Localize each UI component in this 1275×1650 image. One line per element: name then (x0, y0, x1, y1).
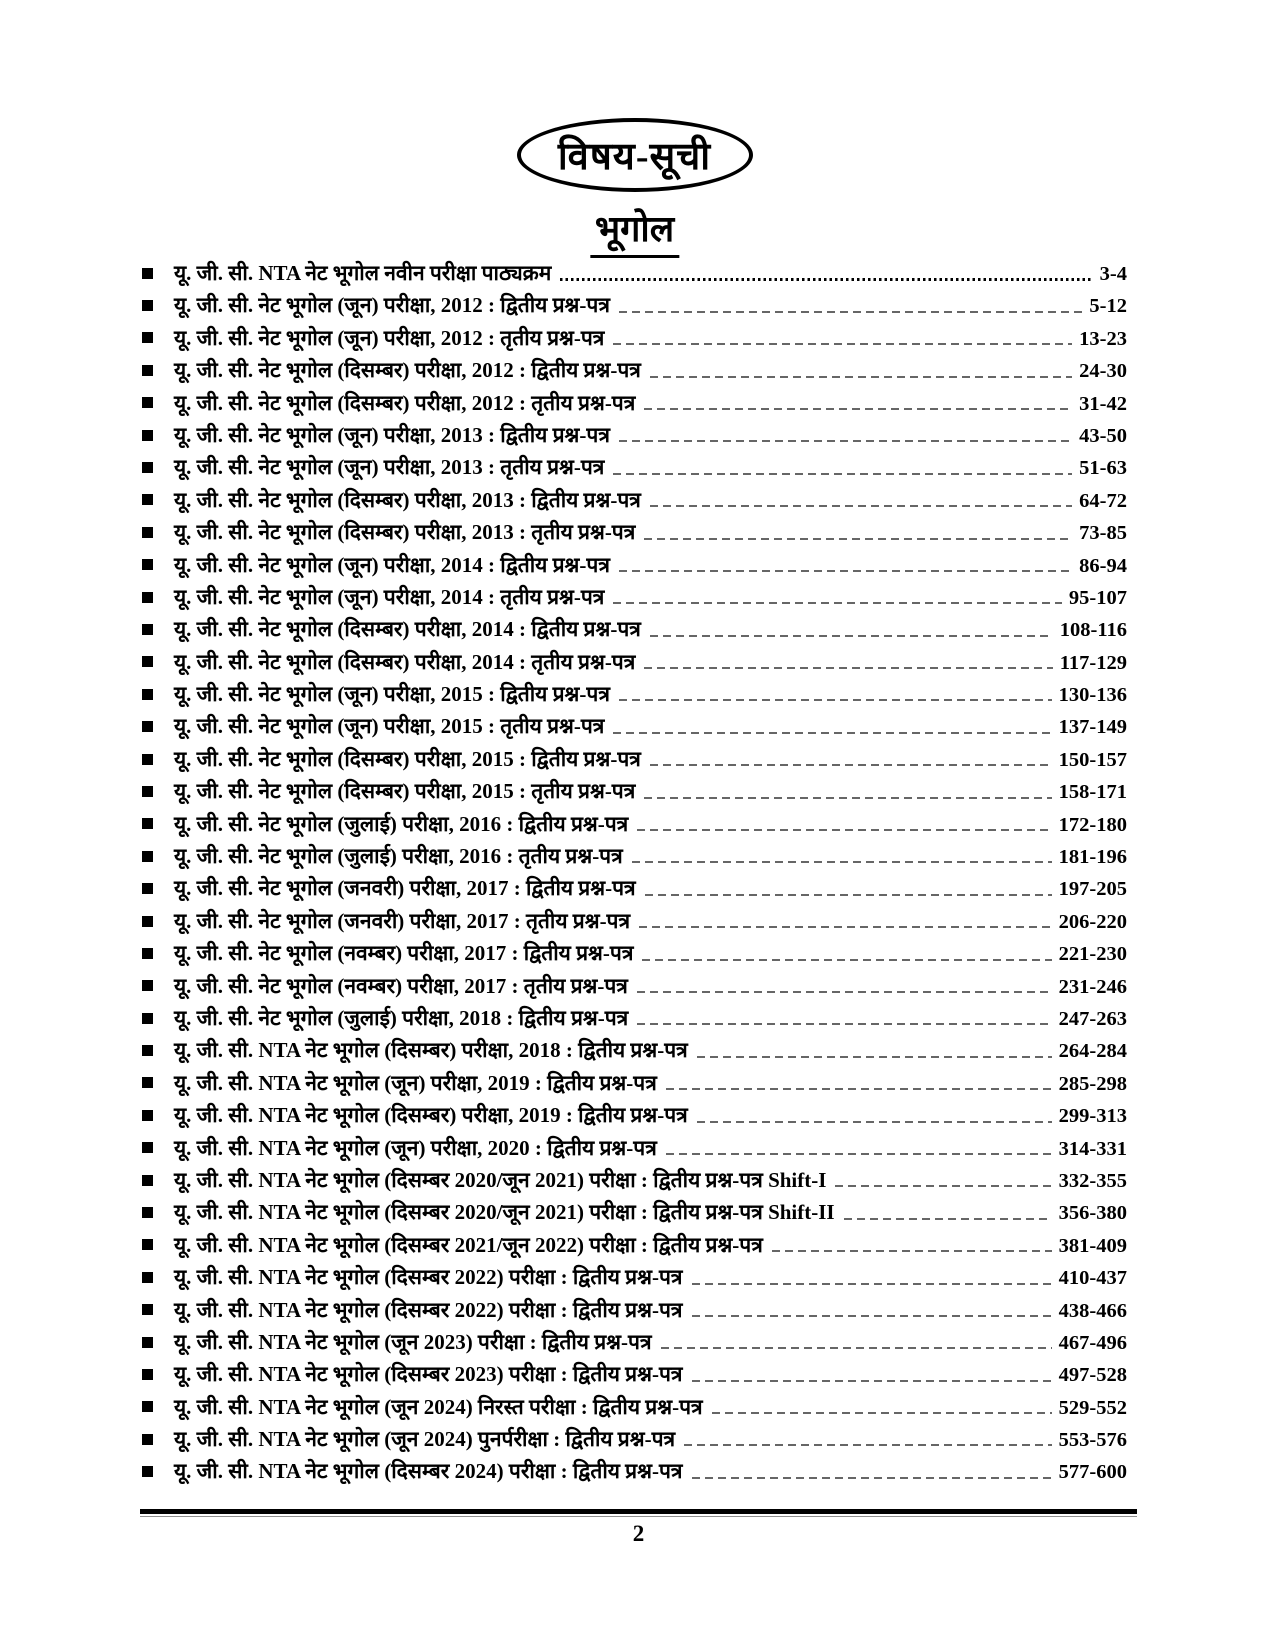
bullet-square-icon (142, 1207, 153, 1218)
toc-entry (142, 743, 1127, 775)
toc-entry-pages: 264-284 (1058, 1040, 1127, 1063)
toc-entry (142, 1034, 1127, 1066)
toc-entry-title: यू. जी. सी. NTA नेट भूगोल (जून 2023) परीक्षा : द्वितीय प्रश्न-पत्र (174, 1329, 652, 1354)
toc-entry (142, 872, 1127, 904)
toc-entry-title: यू. जी. सी. NTA नेट भूगोल नवीन परीक्षा पाठ्यक्रम (174, 261, 552, 285)
bullet-square-icon (142, 1142, 153, 1153)
bullet-square-icon (142, 592, 153, 603)
toc-entry-title: यू. जी. सी. NTA नेट भूगोल (दिसम्बर 2020/जून 2021) परीक्षा : द्वितीय प्रश्न-पत्र Shift-I (174, 1167, 827, 1192)
bullet-square-icon (142, 1369, 153, 1380)
toc-leader-line (661, 1347, 1052, 1349)
toc-leader-line (650, 635, 1053, 637)
toc-entry-title: यू. जी. सी. NTA नेट भूगोल (दिसम्बर) परीक्षा, 2019 : द्वितीय प्रश्न-पत्र (174, 1103, 688, 1128)
toc-entry-pages: 467-496 (1058, 1331, 1127, 1354)
toc-entry-pages: 206-220 (1058, 910, 1127, 933)
toc-badge-title: विषय-सूची (557, 136, 712, 178)
toc-entry-title: यू. जी. सी. NTA नेट भूगोल (जून 2024) पुनर्परीक्षा : द्वितीय प्रश्न-पत्र (174, 1427, 676, 1452)
bullet-square-icon (142, 786, 153, 797)
toc-leader-line (613, 602, 1062, 604)
toc-entry (142, 646, 1127, 678)
toc-entry (142, 1099, 1127, 1131)
toc-entry-pages: 314-331 (1058, 1137, 1127, 1160)
toc-entry-title: यू. जी. सी. NTA नेट भूगोल (जून) परीक्षा, 2019 : द्वितीय प्रश्न-पत्र (174, 1070, 657, 1095)
toc-entry (142, 1261, 1127, 1293)
toc-leader-line (835, 1185, 1051, 1187)
toc-entry-pages: 221-230 (1058, 943, 1127, 966)
toc-entry-pages: 381-409 (1058, 1234, 1127, 1257)
toc-entry-pages: 356-380 (1058, 1202, 1127, 1225)
toc-entry (142, 289, 1127, 321)
toc-entry (142, 322, 1127, 354)
footer-rule-thick (140, 1509, 1137, 1514)
toc-entry-pages: 64-72 (1079, 489, 1127, 512)
page-number: 2 (632, 1521, 645, 1546)
toc-entry (142, 1002, 1127, 1034)
bullet-square-icon (142, 1434, 153, 1445)
toc-entry (142, 1294, 1127, 1326)
toc-leader-line (645, 894, 1052, 896)
toc-leader-line (644, 408, 1072, 410)
toc-entry-pages: 231-246 (1058, 975, 1127, 998)
toc-entry-title: यू. जी. सी. NTA नेट भूगोल (दिसम्बर 2022) परीक्षा : द्वितीय प्रश्न-पत्र (174, 1297, 683, 1322)
toc-entry-title: यू. जी. सी. NTA नेट भूगोल (दिसम्बर 2022) परीक्षा : द्वितीय प्रश्न-पत्र (174, 1265, 683, 1290)
toc-entry-title: यू. जी. सी. नेट भूगोल (जनवरी) परीक्षा, 2017 : तृतीय प्रश्न-पत्र (174, 908, 631, 933)
toc-entry (142, 1358, 1127, 1390)
toc-leader-line (697, 1056, 1052, 1058)
toc-entry (142, 710, 1127, 742)
toc-leader-line (692, 1315, 1052, 1317)
bullet-square-icon (142, 1175, 153, 1186)
bullet-square-icon (142, 1272, 153, 1283)
bullet-square-icon (142, 332, 153, 343)
toc-entry-pages: 86-94 (1079, 554, 1127, 577)
toc-leader-line (684, 1444, 1052, 1446)
toc-leader-line (692, 1283, 1052, 1285)
toc-entry-pages: 31-42 (1079, 392, 1127, 415)
bullet-square-icon (142, 1304, 153, 1315)
bullet-square-icon (142, 397, 153, 408)
toc-leader-line (637, 991, 1052, 993)
toc-entry-title: यू. जी. सी. NTA नेट भूगोल (दिसम्बर 2023) परीक्षा : द्वितीय प्रश्न-पत्र (174, 1362, 683, 1387)
toc-entry (142, 1196, 1127, 1228)
bullet-square-icon (142, 656, 153, 667)
toc-entry-title: यू. जी. सी. नेट भूगोल (जून) परीक्षा, 2015 : तृतीय प्रश्न-पत्र (174, 714, 605, 739)
toc-leader-line (642, 959, 1051, 961)
toc-entry-title: यू. जी. सी. नेट भूगोल (जून) परीक्षा, 2012 : तृतीय प्रश्न-पत्र (174, 325, 605, 350)
bullet-square-icon (142, 462, 153, 473)
toc-entry (142, 257, 1127, 289)
toc-entry-pages: 95-107 (1068, 586, 1127, 609)
toc-leader-line (650, 376, 1072, 378)
toc-entry-title: यू. जी. सी. नेट भूगोल (जून) परीक्षा, 2014 : द्वितीय प्रश्न-पत्र (174, 552, 610, 577)
toc-entry-title: यू. जी. सी. नेट भूगोल (दिसम्बर) परीक्षा, 2015 : तृतीय प्रश्न-पत्र (174, 779, 636, 804)
toc-entry (142, 840, 1127, 872)
bullet-square-icon (142, 559, 153, 570)
toc-entry (142, 484, 1127, 516)
toc-entry-pages: 3-4 (1099, 263, 1127, 285)
toc-leader-line (613, 343, 1072, 345)
toc-entry-title: यू. जी. सी. नेट भूगोल (जुलाई) परीक्षा, 2018 : द्वितीय प्रश्न-पत्र (174, 1005, 629, 1030)
bullet-square-icon (142, 494, 153, 505)
toc-entry-title: यू. जी. सी. NTA नेट भूगोल (जून) परीक्षा, 2020 : द्वितीय प्रश्न-पत्र (174, 1135, 657, 1160)
toc-entry-pages: 51-63 (1079, 457, 1127, 480)
toc-list (142, 257, 1127, 1488)
toc-entry (142, 581, 1127, 613)
toc-entry (142, 354, 1127, 386)
toc-entry-pages: 438-466 (1058, 1299, 1127, 1322)
bullet-square-icon (142, 300, 153, 311)
toc-entry-title: यू. जी. सी. नेट भूगोल (दिसम्बर) परीक्षा, 2013 : तृतीय प्रश्न-पत्र (174, 520, 636, 545)
toc-entry-pages: 332-355 (1058, 1169, 1127, 1192)
toc-entry-title: यू. जी. सी. नेट भूगोल (दिसम्बर) परीक्षा, 2012 : द्वितीय प्रश्न-पत्र (174, 358, 641, 383)
toc-entry-pages: 43-50 (1079, 424, 1127, 447)
toc-leader-line (619, 699, 1052, 701)
toc-entry-title: यू. जी. सी. NTA नेट भूगोल (जून 2024) निरस्त परीक्षा : द्वितीय प्रश्न-पत्र (174, 1394, 703, 1419)
toc-entry-pages: 181-196 (1058, 846, 1127, 869)
toc-leader-line (637, 1023, 1051, 1025)
bullet-square-icon (142, 1239, 153, 1250)
toc-entry (142, 1132, 1127, 1164)
toc-leader-line (637, 829, 1051, 831)
bullet-square-icon (142, 1337, 153, 1348)
toc-entry-pages: 73-85 (1079, 522, 1127, 545)
bullet-square-icon (142, 1077, 153, 1088)
toc-entry (142, 1455, 1127, 1487)
toc-entry-title: यू. जी. सी. नेट भूगोल (जुलाई) परीक्षा, 2016 : तृतीय प्रश्न-पत्र (174, 844, 623, 869)
toc-entry (142, 1067, 1127, 1099)
bullet-square-icon (142, 268, 153, 279)
toc-leader-line (639, 926, 1052, 928)
toc-entry (142, 1423, 1127, 1455)
bullet-square-icon (142, 1013, 153, 1024)
toc-entry-title: यू. जी. सी. नेट भूगोल (दिसम्बर) परीक्षा, 2015 : द्वितीय प्रश्न-पत्र (174, 746, 641, 771)
toc-entry-pages: 247-263 (1058, 1007, 1127, 1030)
bullet-square-icon (142, 851, 153, 862)
toc-leader-line (692, 1477, 1052, 1479)
bullet-square-icon (142, 721, 153, 732)
toc-entry (142, 678, 1127, 710)
toc-leader-line (772, 1250, 1052, 1252)
toc-entry-pages: 150-157 (1058, 748, 1127, 771)
toc-entry (142, 613, 1127, 645)
toc-entry (142, 775, 1127, 807)
toc-entry-title: यू. जी. सी. NTA नेट भूगोल (दिसम्बर 2024) परीक्षा : द्वितीय प्रश्न-पत्र (174, 1459, 683, 1484)
toc-entry-pages: 5-12 (1089, 295, 1127, 318)
toc-entry-pages: 137-149 (1058, 716, 1127, 739)
toc-leader-line (619, 440, 1072, 442)
toc-entry-title: यू. जी. सी. नेट भूगोल (दिसम्बर) परीक्षा, 2014 : द्वितीय प्रश्न-पत्र (174, 617, 641, 642)
toc-entry-title: यू. जी. सी. NTA नेट भूगोल (दिसम्बर 2021/जून 2022) परीक्षा : द्वितीय प्रश्न-पत्र (174, 1232, 763, 1257)
toc-leader-line (619, 311, 1083, 313)
toc-entry-pages: 197-205 (1058, 878, 1127, 901)
bullet-square-icon (142, 1466, 153, 1477)
bullet-square-icon (142, 1401, 153, 1412)
toc-entry (142, 937, 1127, 969)
toc-leader-line (644, 538, 1072, 540)
toc-entry-title: यू. जी. सी. नेट भूगोल (नवम्बर) परीक्षा, 2017 : द्वितीय प्रश्न-पत्र (174, 941, 634, 966)
bullet-square-icon (142, 365, 153, 376)
toc-entry-title: यू. जी. सी. नेट भूगोल (जुलाई) परीक्षा, 2016 : द्वितीय प्रश्न-पत्र (174, 811, 629, 836)
toc-entry-pages: 497-528 (1058, 1364, 1127, 1387)
toc-entry-pages: 24-30 (1079, 360, 1127, 383)
toc-entry-pages: 13-23 (1079, 327, 1127, 350)
bullet-square-icon (142, 754, 153, 765)
toc-leader-line (692, 1380, 1052, 1382)
toc-leader-line (697, 1121, 1052, 1123)
toc-entry-title: यू. जी. सी. नेट भूगोल (जून) परीक्षा, 2014 : तृतीय प्रश्न-पत्र (174, 584, 605, 609)
toc-entry-pages: 299-313 (1058, 1105, 1127, 1128)
toc-leader-line (666, 1088, 1052, 1090)
bullet-square-icon (142, 689, 153, 700)
toc-leader-line (619, 570, 1072, 572)
bullet-square-icon (142, 948, 153, 959)
toc-entry-pages: 553-576 (1058, 1429, 1127, 1452)
bullet-square-icon (142, 1110, 153, 1121)
toc-entry-title: यू. जी. सी. नेट भूगोल (दिसम्बर) परीक्षा, 2014 : तृतीय प्रश्न-पत्र (174, 649, 636, 674)
toc-badge-oval (517, 118, 753, 192)
toc-entry (142, 419, 1127, 451)
toc-entry (142, 808, 1127, 840)
toc-leader-line (644, 667, 1052, 669)
toc-leader-line (613, 473, 1072, 475)
toc-entry (142, 970, 1127, 1002)
toc-leader-line (844, 1218, 1052, 1220)
toc-entry-title: यू. जी. सी. NTA नेट भूगोल (दिसम्बर) परीक्षा, 2018 : द्वितीय प्रश्न-पत्र (174, 1038, 688, 1063)
toc-entry-pages: 577-600 (1058, 1461, 1127, 1484)
toc-leader-line (644, 797, 1051, 799)
toc-entry-title: यू. जी. सी. नेट भूगोल (जून) परीक्षा, 2013 : तृतीय प्रश्न-पत्र (174, 455, 605, 480)
toc-leader-line (613, 732, 1051, 734)
bullet-square-icon (142, 527, 153, 538)
toc-leader-line (666, 1153, 1052, 1155)
toc-entry (142, 1164, 1127, 1196)
toc-entry-title: यू. जी. सी. NTA नेट भूगोल (दिसम्बर 2020/जून 2021) परीक्षा : द्वितीय प्रश्न-पत्र Shift-II (174, 1200, 835, 1225)
toc-entry (142, 387, 1127, 419)
toc-entry (142, 451, 1127, 483)
toc-entry-pages: 529-552 (1058, 1396, 1127, 1419)
bullet-square-icon (142, 980, 153, 991)
toc-entry-pages: 130-136 (1058, 684, 1127, 707)
bullet-square-icon (142, 624, 153, 635)
toc-entry-pages: 285-298 (1058, 1072, 1127, 1095)
toc-leader-line (560, 278, 1092, 281)
toc-entry-title: यू. जी. सी. नेट भूगोल (दिसम्बर) परीक्षा, 2012 : तृतीय प्रश्न-पत्र (174, 390, 636, 415)
bullet-square-icon (142, 430, 153, 441)
section-title: भूगोल (590, 203, 679, 258)
toc-entry-pages: 172-180 (1058, 813, 1127, 836)
footer-rule-thin (140, 1516, 1137, 1517)
toc-entry-pages: 158-171 (1058, 781, 1127, 804)
toc-entry-pages: 108-116 (1059, 619, 1127, 642)
toc-leader-line (632, 861, 1052, 863)
toc-leader-line (650, 764, 1052, 766)
toc-entry (142, 1326, 1127, 1358)
toc-entry (142, 549, 1127, 581)
toc-entry-title: यू. जी. सी. नेट भूगोल (दिसम्बर) परीक्षा, 2013 : द्वितीय प्रश्न-पत्र (174, 487, 641, 512)
bullet-square-icon (142, 818, 153, 829)
toc-entry (142, 1391, 1127, 1423)
toc-entry-title: यू. जी. सी. नेट भूगोल (नवम्बर) परीक्षा, 2017 : तृतीय प्रश्न-पत्र (174, 973, 628, 998)
toc-leader-line (650, 505, 1072, 507)
toc-entry-title: यू. जी. सी. नेट भूगोल (जनवरी) परीक्षा, 2017 : द्वितीय प्रश्न-पत्र (174, 876, 636, 901)
toc-leader-line (712, 1412, 1052, 1414)
toc-entry-pages: 117-129 (1059, 651, 1127, 674)
toc-entry-title: यू. जी. सी. नेट भूगोल (जून) परीक्षा, 2015 : द्वितीय प्रश्न-पत्र (174, 682, 610, 707)
bullet-square-icon (142, 916, 153, 927)
toc-entry-title: यू. जी. सी. नेट भूगोल (जून) परीक्षा, 2012 : द्वितीय प्रश्न-पत्र (174, 293, 610, 318)
toc-entry (142, 516, 1127, 548)
toc-entry (142, 1229, 1127, 1261)
toc-entry-title: यू. जी. सी. नेट भूगोल (जून) परीक्षा, 2013 : द्वितीय प्रश्न-पत्र (174, 422, 610, 447)
bullet-square-icon (142, 1045, 153, 1056)
toc-entry-pages: 410-437 (1058, 1267, 1127, 1290)
bullet-square-icon (142, 883, 153, 894)
toc-entry (142, 905, 1127, 937)
